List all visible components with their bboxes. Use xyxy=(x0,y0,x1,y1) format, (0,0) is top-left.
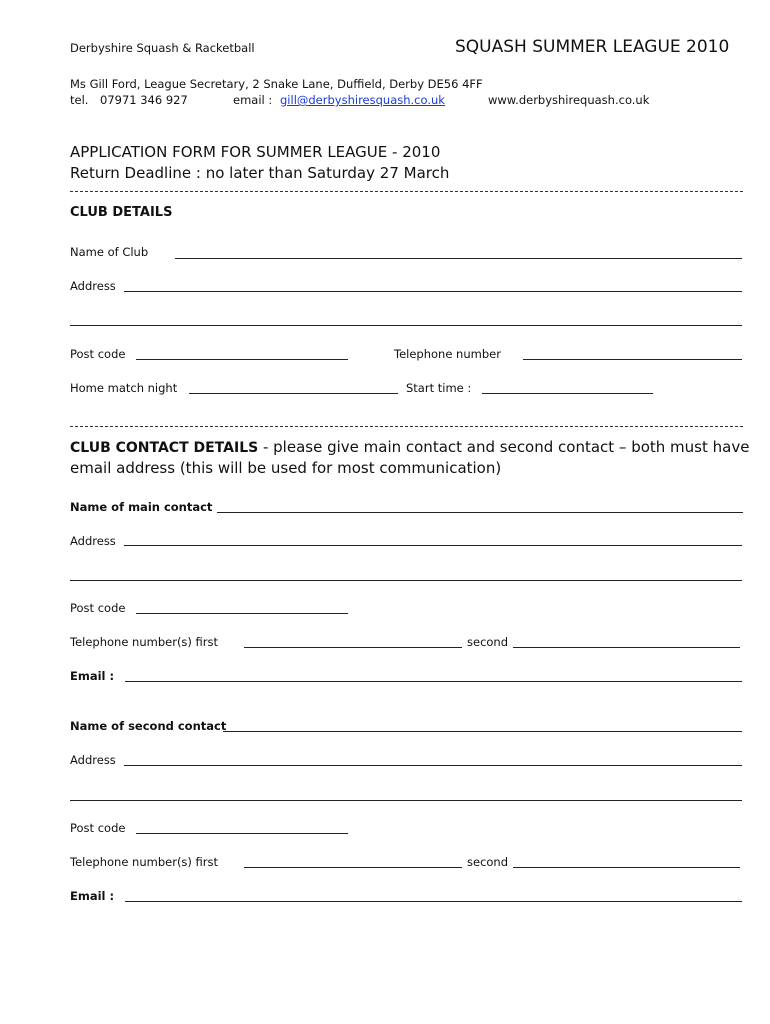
second-contact-email-field[interactable] xyxy=(125,901,742,902)
main-contact-address-field-line2[interactable] xyxy=(70,580,742,581)
contact-details-heading-line xyxy=(70,438,749,456)
second-contact-second-label: second xyxy=(467,855,509,869)
form-heading: APPLICATION FORM FOR SUMMER LEAGUE - 2010 xyxy=(70,143,441,161)
start-time-field[interactable] xyxy=(482,393,653,394)
club-telephone-field[interactable] xyxy=(523,359,742,360)
club-address-field[interactable] xyxy=(124,291,742,292)
section-divider xyxy=(70,191,743,192)
club-name-label: Name of Club xyxy=(70,245,149,259)
home-match-night-label: Home match night xyxy=(70,381,178,395)
second-contact-postcode-field[interactable] xyxy=(136,833,348,834)
home-match-night-field[interactable] xyxy=(189,393,398,394)
contact-details-note: - please give main contact and second contact – both must have xyxy=(258,438,750,456)
main-contact-address-label: Address xyxy=(70,534,116,548)
second-contact-email-label: Email : xyxy=(70,889,115,903)
second-contact-telephone-first-field[interactable] xyxy=(244,867,462,868)
main-contact-postcode-label: Post code xyxy=(70,601,126,615)
main-contact-telephone-first-field[interactable] xyxy=(244,647,462,648)
main-contact-second-label: second xyxy=(467,635,509,649)
club-telephone-label: Telephone number xyxy=(394,347,501,361)
main-contact-name-label: Name of main contact xyxy=(70,500,213,514)
second-contact-address-label: Address xyxy=(70,753,116,767)
start-time-label: Start time : xyxy=(406,381,472,395)
org-name: Derbyshire Squash & Racketball xyxy=(70,41,255,55)
contact-details-note-line2: email address (this will be used for most communication) xyxy=(70,459,502,477)
club-postcode-field[interactable] xyxy=(136,359,348,360)
second-contact-address-field-line2[interactable] xyxy=(70,800,742,801)
second-contact-telephone-label: Telephone number(s) first xyxy=(70,855,219,869)
main-contact-telephone-label: Telephone number(s) first xyxy=(70,635,219,649)
second-contact-telephone-second-field[interactable] xyxy=(513,867,740,868)
tel-label: tel. xyxy=(70,93,89,107)
section-divider xyxy=(70,426,743,427)
secretary-address: Ms Gill Ford, League Secretary, 2 Snake Lane, Duffield, Derby DE56 4FF xyxy=(70,77,483,91)
main-contact-email-label: Email : xyxy=(70,669,115,683)
main-contact-address-field[interactable] xyxy=(124,545,742,546)
main-contact-email-field[interactable] xyxy=(125,681,742,682)
club-postcode-label: Post code xyxy=(70,347,126,361)
club-name-field[interactable] xyxy=(175,258,742,259)
email-link[interactable]: gill@derbyshiresquash.co.uk xyxy=(280,93,445,107)
contact-details-heading: CLUB CONTACT DETAILS xyxy=(70,440,259,456)
second-contact-name-label: Name of second contact xyxy=(70,719,227,733)
second-contact-address-field[interactable] xyxy=(124,765,742,766)
website-text: www.derbyshirequash.co.uk xyxy=(488,93,650,107)
email-label: email : xyxy=(233,93,273,107)
club-address-label: Address xyxy=(70,279,116,293)
tel-value: 07971 346 927 xyxy=(100,93,188,107)
document-title: SQUASH SUMMER LEAGUE 2010 xyxy=(455,37,730,57)
main-contact-postcode-field[interactable] xyxy=(136,613,348,614)
main-contact-name-field[interactable] xyxy=(217,512,743,513)
second-contact-postcode-label: Post code xyxy=(70,821,126,835)
main-contact-telephone-second-field[interactable] xyxy=(513,647,740,648)
club-address-field-line2[interactable] xyxy=(70,325,742,326)
return-deadline: Return Deadline : no later than Saturday 27 March xyxy=(70,164,450,182)
club-details-heading: CLUB DETAILS xyxy=(70,205,173,220)
second-contact-name-field[interactable] xyxy=(223,731,742,732)
